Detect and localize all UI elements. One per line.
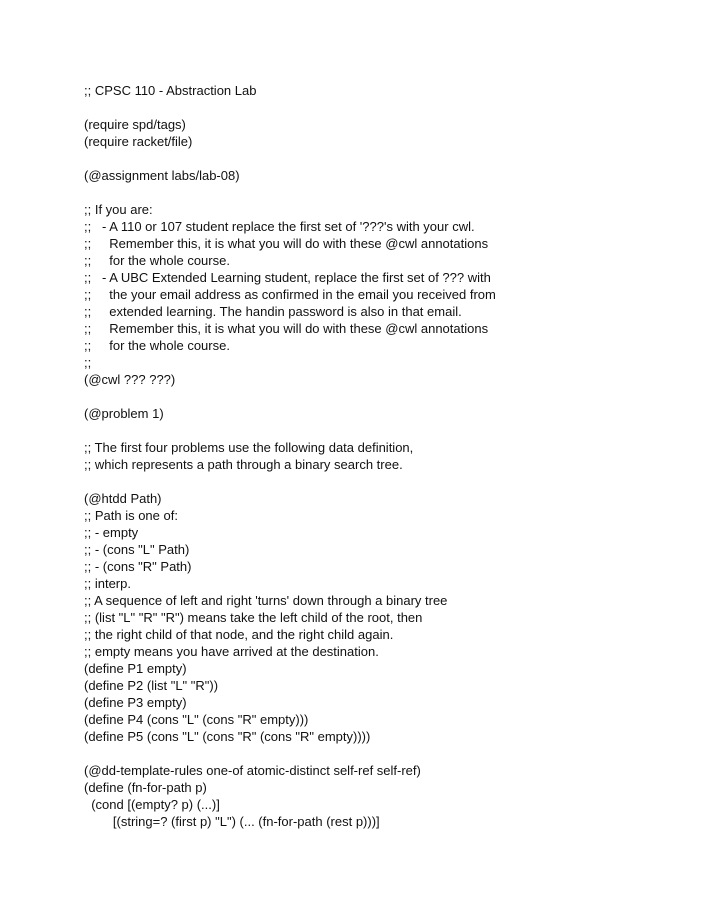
code-line: (require spd/tags) (84, 117, 186, 132)
code-line: [(string=? (first p) "L") (... (fn-for-path (rest p)))] (84, 814, 380, 829)
blank-line (84, 422, 684, 439)
code-line: (require racket/file) (84, 134, 193, 149)
code-document (84, 82, 684, 830)
comment-line: ;; - A UBC Extended Learning student, replace the first set of ??? with (84, 270, 491, 285)
comment-line: ;; (84, 355, 92, 370)
comment-line: ;; - (cons "R" Path) (84, 559, 192, 574)
comment-line: ;; for the whole course. (84, 253, 230, 268)
comment-line: ;; extended learning. The handin password is also in that email. (84, 304, 462, 319)
code-line: (define P5 (cons "L" (cons "R" (cons "R" empty)))) (84, 729, 371, 744)
comment-line: ;; If you are: (84, 202, 153, 217)
comment-line: ;; Remember this, it is what you will do with these @cwl annotations (84, 236, 489, 251)
comment-line: ;; the your email address as confirmed in the email you received from (84, 287, 496, 302)
comment-line: ;; interp. (84, 576, 131, 591)
comment-line: ;; - A 110 or 107 student replace the first set of '???'s with your cwl. (84, 219, 475, 234)
code-line: (define P2 (list "L" "R")) (84, 678, 219, 693)
code-line: (define (fn-for-path p) (84, 780, 207, 795)
comment-line: ;; (list "L" "R" "R") means take the left child of the root, then (84, 610, 423, 625)
comment-line: ;; A sequence of left and right 'turns' down through a binary tree (84, 593, 448, 608)
code-line: (@assignment labs/lab-08) (84, 168, 240, 183)
comment-line: ;; Remember this, it is what you will do with these @cwl annotations (84, 321, 489, 336)
blank-line (84, 99, 684, 116)
code-line: (@dd-template-rules one-of atomic-distinct self-ref self-ref) (84, 763, 421, 778)
code-line: (define P1 empty) (84, 661, 187, 676)
comment-line: ;; which represents a path through a binary search tree. (84, 457, 403, 472)
comment-line: ;; The first four problems use the following data definition, (84, 440, 414, 455)
blank-line (84, 184, 684, 201)
blank-line (84, 388, 684, 405)
code-line: ;; CPSC 110 - Abstraction Lab (84, 83, 257, 98)
comment-line: ;; the right child of that node, and the right child again. (84, 627, 394, 642)
blank-line (84, 473, 684, 490)
comment-line: ;; - (cons "L" Path) (84, 542, 190, 557)
blank-line (84, 745, 684, 762)
comment-line: ;; - empty (84, 525, 139, 540)
code-line: (define P4 (cons "L" (cons "R" empty))) (84, 712, 309, 727)
comment-line: ;; for the whole course. (84, 338, 230, 353)
blank-line (84, 150, 684, 167)
code-line: (@cwl ??? ???) (84, 372, 176, 387)
code-line: (define P3 empty) (84, 695, 187, 710)
code-line: (cond [(empty? p) (...)] (84, 797, 220, 812)
comment-line: ;; Path is one of: (84, 508, 178, 523)
code-line: (@htdd Path) (84, 491, 162, 506)
code-line: (@problem 1) (84, 406, 164, 421)
comment-line: ;; empty means you have arrived at the destination. (84, 644, 379, 659)
